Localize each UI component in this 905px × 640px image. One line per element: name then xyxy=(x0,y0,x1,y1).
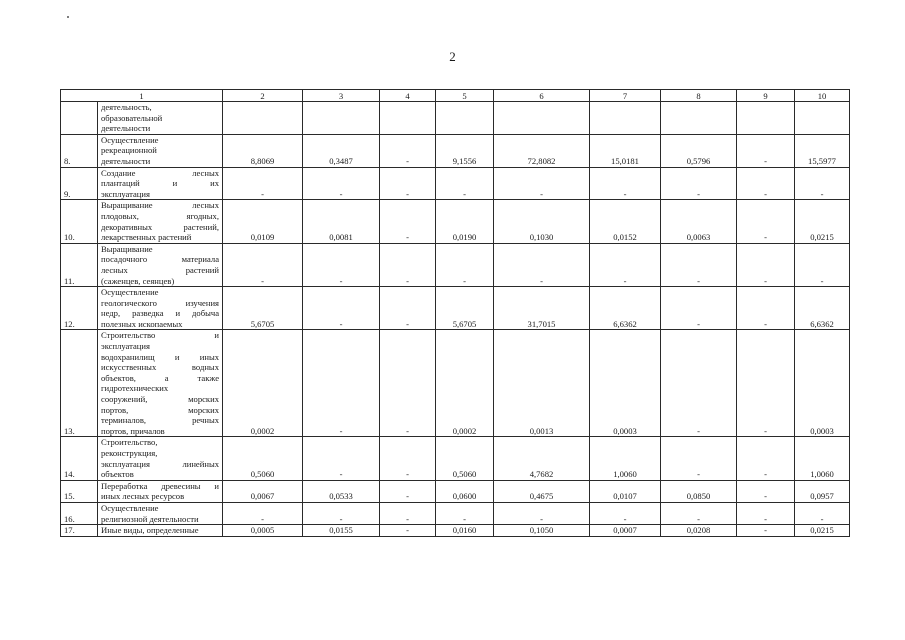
table-row xyxy=(61,167,850,200)
value-cell: - xyxy=(223,167,303,200)
value-cell: 0,0007 xyxy=(590,525,661,537)
value-cell: - xyxy=(737,480,795,502)
activity-name-cell xyxy=(98,437,223,480)
col-header: 5 xyxy=(436,90,494,102)
page-number: 2 xyxy=(449,49,456,64)
row-number-cell: 9. xyxy=(61,167,98,200)
value-cell: - xyxy=(436,243,494,286)
value-cell: - xyxy=(661,330,737,437)
value-cell: - xyxy=(380,243,436,286)
activity-name-line: плантаций и их xyxy=(101,178,220,189)
value-cell: 0,0013 xyxy=(494,330,590,437)
activity-name-line: лесных растений xyxy=(101,264,220,275)
activity-name-line: портов, причалов xyxy=(101,425,165,436)
col-header: 1 xyxy=(61,90,223,102)
value-cell: - xyxy=(303,437,380,480)
col-header: 2 xyxy=(223,90,303,102)
table-row xyxy=(61,437,850,480)
value-cell: 0,1030 xyxy=(494,200,590,243)
value-cell: 1,0060 xyxy=(590,437,661,480)
table-row xyxy=(61,243,850,286)
col-header: 4 xyxy=(380,90,436,102)
activity-name-line: эксплуатация xyxy=(101,188,150,199)
value-cell: - xyxy=(737,502,795,524)
value-cell: - xyxy=(590,167,661,200)
value-cell: - xyxy=(380,437,436,480)
activity-name-cell xyxy=(98,102,223,135)
col-header: 9 xyxy=(737,90,795,102)
activity-name-line: иных лесных ресурсов xyxy=(101,491,185,502)
value-cell: 0,0850 xyxy=(661,480,737,502)
header-row xyxy=(61,90,850,102)
row-number-cell: 14. xyxy=(61,437,98,480)
activity-name-line: гидротехнических xyxy=(101,383,169,394)
value-cell: 0,5060 xyxy=(223,437,303,480)
value-cell: 5,6705 xyxy=(223,287,303,330)
value-cell: 5,6705 xyxy=(436,287,494,330)
row-number-cell: 16. xyxy=(61,502,98,524)
value-cell: 0,0533 xyxy=(303,480,380,502)
activity-name-line: (саженцев, сеянцев) xyxy=(101,275,175,286)
activity-name-line: сооружений, морских xyxy=(101,394,220,405)
activity-name-cell xyxy=(98,525,223,537)
activity-name-line: геологического изучения xyxy=(101,297,220,308)
value-cell: 6,6362 xyxy=(795,287,850,330)
activity-name-line: водохранилищ и иных xyxy=(101,351,220,362)
col-header: 6 xyxy=(494,90,590,102)
activity-name-line: объектов xyxy=(101,469,134,480)
value-cell: - xyxy=(223,502,303,524)
table-row xyxy=(61,200,850,243)
activity-name-cell xyxy=(98,167,223,200)
scan-speck xyxy=(67,16,69,18)
activity-name-line: объектов, а также xyxy=(101,372,220,383)
col-header: 7 xyxy=(590,90,661,102)
value-cell: - xyxy=(737,134,795,167)
value-cell: - xyxy=(737,167,795,200)
value-cell: 0,0109 xyxy=(223,200,303,243)
value-cell: - xyxy=(380,502,436,524)
activity-name-line: Создание лесных xyxy=(101,167,220,178)
value-cell: - xyxy=(661,287,737,330)
table-row xyxy=(61,525,850,537)
value-cell: 0,0215 xyxy=(795,525,850,537)
value-cell: 0,0160 xyxy=(436,525,494,537)
activity-name-line: Выращивание лесных xyxy=(101,200,220,211)
activity-name-cell xyxy=(98,287,223,330)
value-cell: - xyxy=(303,287,380,330)
value-cell: 0,0208 xyxy=(661,525,737,537)
value-cell: - xyxy=(303,167,380,200)
value-cell: - xyxy=(494,167,590,200)
activity-name-line: деятельности xyxy=(101,123,151,134)
activity-name-cell xyxy=(98,502,223,524)
activity-name-line: Осуществление xyxy=(101,134,159,145)
activity-name-cell xyxy=(98,200,223,243)
row-number-cell xyxy=(61,102,98,135)
value-cell xyxy=(795,102,850,135)
activity-name-line: полезных ископаемых xyxy=(101,318,183,329)
activity-name-line: лекарственных растений xyxy=(101,232,192,243)
value-cell: 0,0957 xyxy=(795,480,850,502)
value-cell: - xyxy=(661,502,737,524)
activity-name-cell xyxy=(98,480,223,502)
col-header: 8 xyxy=(661,90,737,102)
value-cell xyxy=(590,102,661,135)
activity-name-line: рекреационной xyxy=(101,145,157,156)
table-row xyxy=(61,330,850,437)
value-cell: - xyxy=(380,200,436,243)
activity-name-line: реконструкция, xyxy=(101,448,158,458)
row-number-cell: 10. xyxy=(61,200,98,243)
value-cell xyxy=(436,102,494,135)
forest-use-table xyxy=(60,89,850,537)
activity-name-line: плодовых, ягодных, xyxy=(101,210,220,221)
activity-name-line: образовательной xyxy=(101,112,163,123)
activity-name-line: эксплуатация линейных xyxy=(101,458,220,469)
table-body xyxy=(61,102,850,537)
activity-name-line: терминалов, речных xyxy=(101,415,220,426)
value-cell: 72,8082 xyxy=(494,134,590,167)
value-cell: 9,1556 xyxy=(436,134,494,167)
row-number-cell: 15. xyxy=(61,480,98,502)
row-number-cell: 11. xyxy=(61,243,98,286)
value-cell: - xyxy=(590,502,661,524)
value-cell xyxy=(661,102,737,135)
value-cell: 0,0002 xyxy=(223,330,303,437)
value-cell: 15,5977 xyxy=(795,134,850,167)
value-cell: - xyxy=(303,330,380,437)
activity-name-line: искусственных водных xyxy=(101,362,220,373)
value-cell: 0,0155 xyxy=(303,525,380,537)
value-cell: 8,8069 xyxy=(223,134,303,167)
value-cell: 0,0067 xyxy=(223,480,303,502)
row-number-cell: 13. xyxy=(61,330,98,437)
activity-name-line: Переработка древесины и xyxy=(101,480,220,491)
value-cell: - xyxy=(795,243,850,286)
value-cell xyxy=(223,102,303,135)
activity-name-line: Осуществление xyxy=(101,502,159,513)
value-cell: - xyxy=(737,287,795,330)
value-cell: 0,0002 xyxy=(436,330,494,437)
row-number-cell: 12. xyxy=(61,287,98,330)
value-cell: 4,7682 xyxy=(494,437,590,480)
table-row xyxy=(61,102,850,135)
value-cell: - xyxy=(737,243,795,286)
value-cell: 0,0005 xyxy=(223,525,303,537)
activity-name-cell xyxy=(98,330,223,437)
value-cell: 0,0152 xyxy=(590,200,661,243)
value-cell xyxy=(494,102,590,135)
activity-name-line: религиозной деятельности xyxy=(101,513,199,524)
value-cell xyxy=(737,102,795,135)
table-row xyxy=(61,134,850,167)
value-cell: 0,1050 xyxy=(494,525,590,537)
activity-name-line: декоративных растений, xyxy=(101,221,220,232)
value-cell: 0,0003 xyxy=(795,330,850,437)
value-cell: 0,0107 xyxy=(590,480,661,502)
value-cell: 0,4675 xyxy=(494,480,590,502)
table-row xyxy=(61,287,850,330)
value-cell xyxy=(303,102,380,135)
value-cell: - xyxy=(380,525,436,537)
col-header: 10 xyxy=(795,90,850,102)
row-number-cell: 8. xyxy=(61,134,98,167)
value-cell: - xyxy=(494,243,590,286)
activity-name-cell xyxy=(98,243,223,286)
value-cell: - xyxy=(380,167,436,200)
value-cell: - xyxy=(737,330,795,437)
value-cell: - xyxy=(436,167,494,200)
value-cell: 6,6362 xyxy=(590,287,661,330)
value-cell xyxy=(380,102,436,135)
value-cell: 0,5060 xyxy=(436,437,494,480)
value-cell: - xyxy=(795,167,850,200)
table-row xyxy=(61,502,850,524)
value-cell: - xyxy=(737,437,795,480)
value-cell: - xyxy=(380,330,436,437)
value-cell: 31,7015 xyxy=(494,287,590,330)
activity-name-line: Выращивание xyxy=(101,243,153,254)
value-cell: - xyxy=(436,502,494,524)
value-cell: 0,0600 xyxy=(436,480,494,502)
activity-name-line: эксплуатация xyxy=(101,341,150,352)
value-cell: - xyxy=(380,134,436,167)
activity-name-line: недр, разведка и добыча xyxy=(101,308,220,319)
table-header xyxy=(61,90,850,102)
activity-name-line: деятельность, xyxy=(101,102,152,112)
activity-name-line: Строительство, xyxy=(101,437,158,448)
value-cell: 1,0060 xyxy=(795,437,850,480)
activity-name-line: Строительство и xyxy=(101,330,220,341)
col-header: 3 xyxy=(303,90,380,102)
value-cell: 0,0215 xyxy=(795,200,850,243)
value-cell: - xyxy=(737,200,795,243)
value-cell: 0,0063 xyxy=(661,200,737,243)
value-cell: - xyxy=(380,287,436,330)
table-row xyxy=(61,480,850,502)
activity-name-line: деятельности xyxy=(101,155,151,166)
value-cell: - xyxy=(303,502,380,524)
value-cell: - xyxy=(590,243,661,286)
value-cell: - xyxy=(737,525,795,537)
value-cell: 0,3487 xyxy=(303,134,380,167)
value-cell: 0,5796 xyxy=(661,134,737,167)
activity-name-line: Иные виды, определенные xyxy=(101,525,199,536)
row-number-cell: 17. xyxy=(61,525,98,537)
value-cell: - xyxy=(661,243,737,286)
activity-name-cell xyxy=(98,134,223,167)
activity-name-line: портов, морских xyxy=(101,404,220,415)
value-cell: - xyxy=(303,243,380,286)
value-cell: - xyxy=(380,480,436,502)
activity-name-line: Осуществление xyxy=(101,287,159,298)
activity-name-line: посадочного материала xyxy=(101,254,220,265)
value-cell: - xyxy=(223,243,303,286)
value-cell: 0,0190 xyxy=(436,200,494,243)
value-cell: 0,0081 xyxy=(303,200,380,243)
value-cell: 15,0181 xyxy=(590,134,661,167)
value-cell: 0,0003 xyxy=(590,330,661,437)
value-cell: - xyxy=(661,167,737,200)
value-cell: - xyxy=(494,502,590,524)
value-cell: - xyxy=(795,502,850,524)
value-cell: - xyxy=(661,437,737,480)
